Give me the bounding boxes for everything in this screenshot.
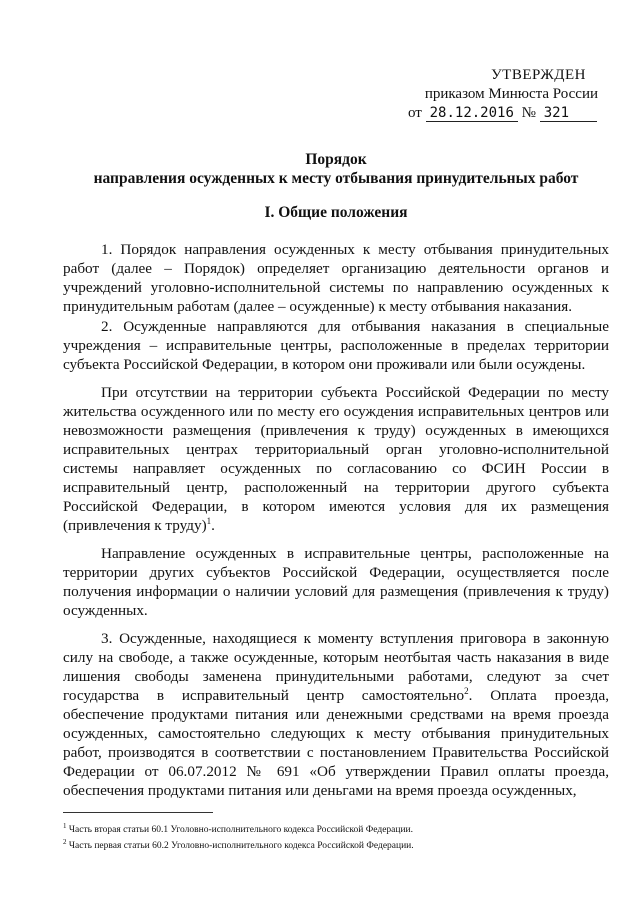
paragraph-1: 1. Порядок направления осужденных к месту отбывания принудительных работ (далее – Порядок) определяет организацию деятельности органов и учреждений уголовно-исполнительной системы по направлению осужденных к принудительным работам (далее – осужденные) к месту отбывания наказания.: [63, 241, 609, 315]
footnote-1-mark: 1: [63, 822, 67, 830]
paragraph-5-text-a: 3. Осужденные, находящиеся к моменту вступления приговора в законную силу на свободе, а также осужденные, которым неотбытая часть наказания в виде лишения свободы заменена принудительными работами, следуют за счет государства в исправительный центр самостоятельно: [63, 630, 609, 704]
footnote-2-mark: 2: [63, 838, 67, 847]
document-body: [63, 240, 609, 800]
approval-order-line: приказом Минюста России: [424, 86, 598, 102]
approval-date-line: [408, 104, 608, 123]
paragraph-3: При отсутствии на территории субъекта Российской Федерации по месту жительства осужденного или по месту его осуждения исправительных центров или невозможности размещения (привлечения к труду) осужденных в имеющихся исправительных центрах территориальный орган уголовно-исполнительной системы направляет осужденных по согласованию со ФСИН России в исправительный центр, расположенный на территории другого субъекта Российской Федерации, в котором имеются условия для их размещения (привлечения к труду)$^1$.: [63, 384, 609, 534]
document-subtitle: направления осужденных к месту отбывания принудительных работ: [93, 170, 579, 187]
approval-title: УТВЕРЖДЕН: [491, 67, 586, 83]
paragraph-3-text: При отсутствии на территории субъекта Российской Федерации по месту жительства осужденного или по месту его осуждения исправительных центров или невозможности размещения (привлечения к труду) осужденных в имеющихся исправительных центрах территориальный орган уголовно-исполнительной системы направляет осужденных по согласованию со ФСИН России в исправительный центр, расположенный на территории другого субъекта Российской Федерации, в котором имеются условия для их размещения (привлечения к труду): [63, 384, 609, 534]
approval-block: [408, 66, 608, 123]
footnote-separator: [63, 812, 213, 813]
section-heading: I. Общие положения: [264, 204, 408, 221]
paragraph-5-text-b: . Оплата проезда, обеспечение продуктами питания или денежными средствами на время проезда осужденных, самостоятельно следующих к месту отбывания принудительных работ, производятся в соответствии с постановлением Правительства Российской Федерации от 06.07.2012 № 691 «Об утверждении Правил оплаты проезда, обеспечения продуктами питания или деньгами на время проезда осужденных,: [63, 687, 609, 799]
footnotes: [63, 820, 609, 852]
paragraph-4: Направление осужденных в исправительные центры, расположенные на территории других субъектов Российской Федерации, осуществляется после получения информации о наличии условий для размещения (привлечения к труду) осужденных.: [63, 545, 609, 619]
order-number: 321: [540, 105, 597, 122]
footnote-1: [63, 820, 609, 836]
footnote-2: [63, 836, 609, 852]
number-sign: №: [521, 105, 536, 121]
paragraph-2: 2. Осужденные направляются для отбывания наказания в специальные учреждения – исправительные центры, расположенные в пределах территории субъекта Российской Федерации, в котором они проживали или были осуждены.: [63, 318, 609, 373]
date-prefix: от: [408, 105, 422, 121]
footnote-1-text: Часть вторая статьи 60.1 Уголовно-исполнительного кодекса Российской Федерации.: [68, 825, 413, 836]
paragraph-5: [63, 629, 609, 800]
footnote-ref-1: 1: [206, 515, 212, 526]
footnote-ref-2: 2: [464, 685, 469, 696]
footnote-2-text: Часть первая статьи 60.2 Уголовно-исполнительного кодекса Российской Федерации.: [68, 841, 414, 852]
order-date: 28.12.2016: [426, 105, 518, 122]
document-title: Порядок: [305, 151, 367, 168]
